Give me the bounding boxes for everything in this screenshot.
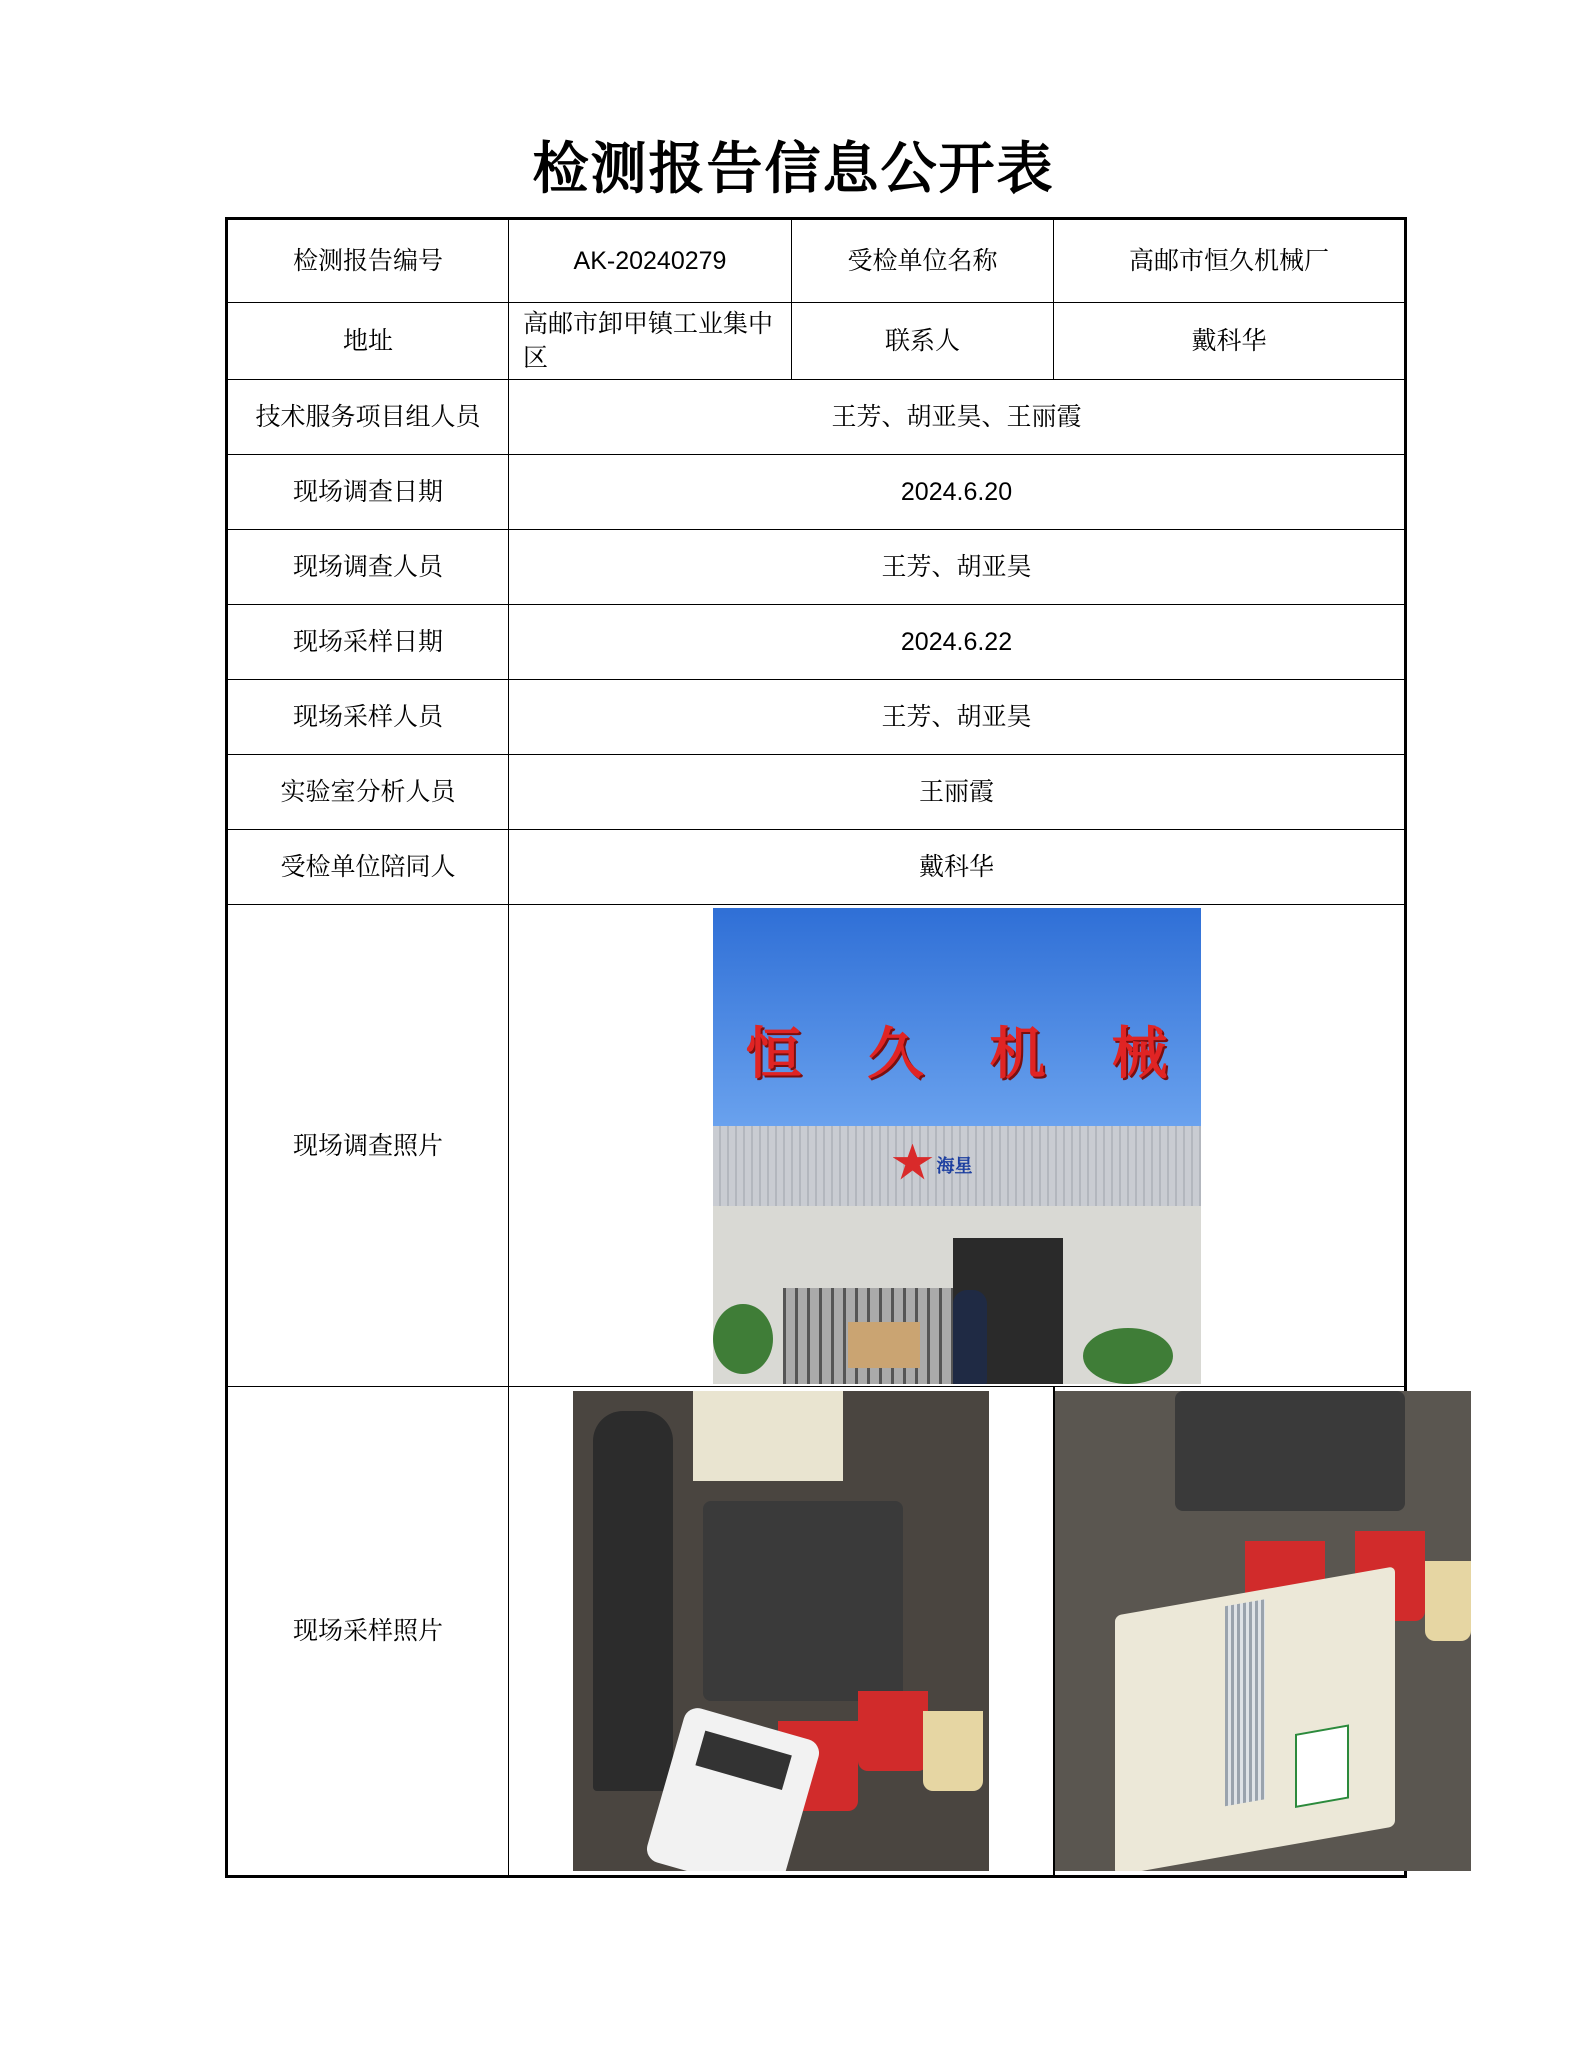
sky-area [713,908,1201,1128]
table-row [227,380,1406,455]
lab-staff-value: 王丽霞 [509,755,1406,830]
calibration-label [1295,1724,1349,1808]
sampling-photo-label: 现场采样照片 [227,1387,509,1877]
star-icon [893,1144,933,1180]
table-row [227,303,1406,380]
table-row [227,530,1406,605]
company-logo [893,1144,1003,1180]
window-area [693,1391,843,1481]
sampling-instrument [1115,1566,1395,1871]
table-row [227,605,1406,680]
yellow-bucket [923,1711,983,1791]
address-label: 地址 [227,303,509,380]
survey-photo-cell [509,905,1406,1387]
table-row [227,755,1406,830]
document-title: 检测报告信息公开表 [532,137,1055,202]
shrub [1083,1328,1173,1384]
machine-part [1175,1391,1405,1511]
meter-screen [695,1731,791,1790]
table-row [227,830,1406,905]
report-no-label: 检测报告编号 [227,219,509,303]
sign-char: 久 [867,1021,924,1087]
sampling-photo-sound-meter [573,1391,989,1871]
sampling-staff-value: 王芳、胡亚昊 [509,680,1406,755]
contact-value: 戴科华 [1054,303,1406,380]
survey-staff-value: 王芳、胡亚昊 [509,530,1406,605]
table-row [227,905,1406,1387]
team-value: 王芳、胡亚昊、王丽霞 [509,380,1406,455]
unit-name-label: 受检单位名称 [792,219,1054,303]
sampling-staff-label: 现场采样人员 [227,680,509,755]
escort-value: 戴科华 [509,830,1406,905]
cardboard-box [848,1322,920,1368]
survey-date-value: 2024.6.20 [509,455,1406,530]
sampling-photo-dust-sampler [1055,1391,1471,1871]
sampling-date-label: 现场采样日期 [227,605,509,680]
table-row [227,680,1406,755]
unit-name-value: 高邮市恒久机械厂 [1054,219,1406,303]
person-figure [953,1290,987,1384]
sampling-date-value: 2024.6.22 [509,605,1406,680]
sign-char: 械 [1111,1021,1168,1087]
sampling-tubes [1225,1599,1265,1806]
lathe-machine [703,1501,903,1701]
sign-char: 恒 [745,1021,802,1087]
survey-site-photo [713,908,1201,1384]
logo-text: 海星 [936,1155,973,1177]
yellow-bucket [1425,1561,1471,1641]
sampling-photo-cell-1 [509,1387,1054,1877]
shrub [713,1304,773,1374]
table-row [227,219,1406,303]
table-row [227,455,1406,530]
red-bucket [858,1691,928,1771]
factory-sign [713,1021,1201,1087]
lab-staff-label: 实验室分析人员 [227,755,509,830]
report-info-table [225,217,1407,1878]
survey-date-label: 现场调查日期 [227,455,509,530]
address-value: 高邮市卸甲镇工业集中区 [509,303,792,380]
survey-staff-label: 现场调查人员 [227,530,509,605]
survey-photo-label: 现场调查照片 [227,905,509,1387]
escort-label: 受检单位陪同人 [227,830,509,905]
team-label: 技术服务项目组人员 [227,380,509,455]
worker-figure [593,1411,673,1791]
table-row [227,1387,1406,1877]
sign-char: 机 [989,1021,1046,1087]
contact-label: 联系人 [792,303,1054,380]
sampling-photo-cell-2 [1054,1387,1406,1877]
report-no-value: AK-20240279 [509,219,792,303]
